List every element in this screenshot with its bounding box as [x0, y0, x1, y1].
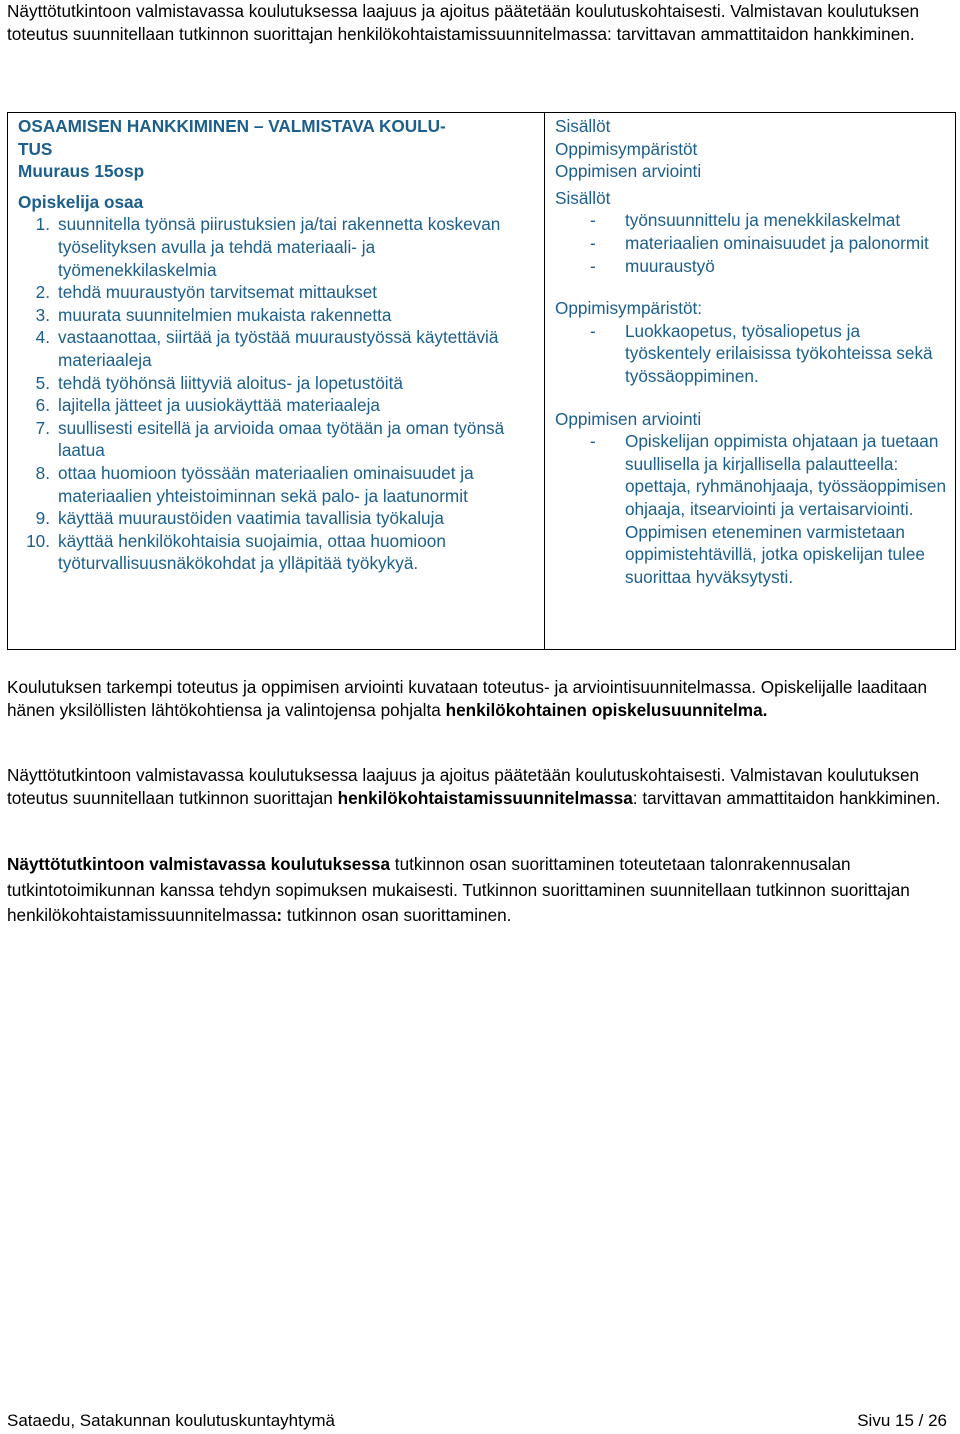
- goal-item: [18, 326, 536, 371]
- goal-number: 8.: [35, 462, 50, 483]
- environments-list: [555, 320, 947, 388]
- footer-page-number: Sivu 15 / 26: [857, 1411, 947, 1430]
- goal-item: [18, 304, 536, 327]
- section-title-line-1: OSAAMISEN HANKKIMINEN – VALMISTAVA KOULU-: [18, 116, 446, 136]
- section-subtitle: Muuraus 15osp: [18, 161, 145, 182]
- paragraph-completion-colon: :: [276, 905, 283, 925]
- paragraph-plan: [7, 676, 947, 721]
- bullet-dash: -: [590, 210, 596, 231]
- goal-item: [18, 213, 536, 281]
- goal-item: [18, 372, 536, 395]
- paragraph-completion-bold: Näyttötutkintoon valmistavassa koulutuksessa: [7, 854, 391, 874]
- student-heading: Opiskelija osaa: [18, 191, 144, 212]
- goal-text: suunnitella työnsä piirustuksien ja/tai rakennetta koskevan työselityksen avulla ja tehdä materiaali- ja työmenekkilaskelmia: [58, 214, 501, 280]
- assessment-list: [555, 430, 947, 588]
- paragraph-preparation: [7, 764, 947, 809]
- goal-number: 7.: [35, 417, 50, 438]
- goal-item: [18, 462, 536, 507]
- left-column: [8, 113, 545, 649]
- goal-number: 2.: [35, 282, 50, 303]
- goal-number: 9.: [35, 508, 50, 529]
- env-heading: Oppimisympäristöt:: [555, 298, 703, 319]
- goal-text: tehdä muuraustyön tarvitsemat mittaukset: [58, 282, 378, 303]
- goal-text: lajitella jätteet ja uusiokäyttää materiaaleja: [58, 395, 380, 416]
- goal-item: [18, 417, 536, 462]
- contents-heading: Sisällöt: [555, 187, 611, 208]
- bullet-dash: -: [590, 431, 596, 452]
- bullet-dash: -: [590, 255, 596, 276]
- content-table: [7, 112, 956, 650]
- goal-item: [18, 281, 536, 304]
- paragraph-plan-bold: henkilökohtainen opiskelusuunnitelma.: [445, 699, 768, 720]
- paragraph-completion-text: tutkinnon osan suorittaminen toteutetaan talonrakennusalan tutkintotoimikunnan kanssa tehdyn sopimuksen mukaisesti. Tutkinnon suorittaminen suunnitellaan tutkinnon suorittajan henkilökohtaistamissuunnitelmassa: [7, 854, 910, 925]
- paragraph-preparation-text: Näyttötutkintoon valmistavassa koulutuksessa laajuus ja ajoitus päätetään koulutuskohtaisesti. Valmistavan koulutuksen toteutus suunnitellaan tutkinnon suorittajan: [7, 765, 920, 808]
- paragraph-completion-end: tutkinnon osan suorittaminen.: [282, 905, 512, 925]
- goal-text: suullisesti esitellä ja arvioida omaa työtään ja oman työnsä laatua: [58, 417, 505, 461]
- assessment-item: [555, 430, 947, 588]
- environment-item-text: Luokkaopetus, työsaliopetus ja työskentely erilaisissa työkohteissa sekä työssäoppiminen.: [625, 320, 933, 386]
- goal-item: [18, 530, 536, 575]
- assessment-item-text: Opiskelijan oppimista ohjataan ja tuetaan suullisella ja kirjallisella palautteella: opettaja, ryhmänohjaaja, työssäoppimisen ohjaaja, itsearviointi ja vertaisarviointi. Oppimisen eteneminen varmistetaan oppimistehtävillä, jotka opiskelijan tulee suorittaa hyväksytysti.: [625, 431, 947, 587]
- footer-organization: Sataedu, Satakunnan koulutuskuntayhtymä: [7, 1411, 335, 1430]
- paragraph-preparation-bold: henkilökohtaistamissuunnitelmassa: [337, 787, 633, 808]
- contents-item-text: työnsuunnittelu ja menekkilaskelmat: [625, 210, 901, 231]
- goal-number: 10.: [26, 530, 50, 551]
- paragraph-preparation-end: : tarvittavan ammattitaidon hankkiminen.: [632, 787, 941, 808]
- goal-text: vastaanottaa, siirtää ja työstää muuraustyössä käytettäviä materiaaleja: [58, 327, 499, 370]
- right-headings: [555, 115, 947, 183]
- goal-number: 4.: [35, 327, 50, 348]
- heading-environments: Oppimisympäristöt: [555, 138, 698, 159]
- goal-text: käyttää henkilökohtaisia suojaimia, ottaa huomioon työturvallisuusnäkökohdat ja ylläpitää työkykyä.: [58, 530, 446, 574]
- goal-text: ottaa huomioon työssään materiaalien ominaisuudet ja materiaalien yhteistoiminnan sekä palo- ja laatunormit: [58, 462, 474, 506]
- assessment-heading: Oppimisen arviointi: [555, 408, 702, 429]
- goal-number: 1.: [35, 214, 50, 235]
- contents-item: [555, 209, 947, 232]
- right-column: [545, 113, 955, 649]
- section-title-line-2: TUS: [18, 138, 53, 159]
- environment-item: [555, 320, 947, 388]
- paragraph-plan-text: Koulutuksen tarkempi toteutus ja oppimisen arviointi kuvataan toteutus- ja arviointisuunnitelmassa. Opiskelijalle laaditaan hänen yksilöllisten lähtökohtiensa ja valintojensa pohjalta: [7, 677, 928, 720]
- heading-contents: Sisällöt: [555, 116, 611, 136]
- bullet-dash: -: [590, 232, 596, 253]
- goal-text: muurata suunnitelmien mukaista rakennetta: [58, 304, 392, 325]
- section-title: [18, 115, 536, 183]
- page-footer: [7, 1410, 947, 1433]
- goal-text: käyttää muuraustöiden vaatimia tavallisia työkaluja: [58, 508, 444, 529]
- goal-text: tehdä työhönsä liittyviä aloitus- ja lopetustöitä: [58, 372, 403, 393]
- goal-number: 5.: [35, 372, 50, 393]
- goals-list: [18, 213, 536, 575]
- paragraph-completion: [7, 852, 947, 929]
- goal-item: [18, 394, 536, 417]
- goal-item: [18, 507, 536, 530]
- contents-list: [555, 209, 947, 277]
- heading-assessment: Oppimisen arviointi: [555, 161, 702, 182]
- bullet-dash: -: [590, 320, 596, 341]
- contents-item-text: materiaalien ominaisuudet ja palonormit: [625, 232, 929, 253]
- contents-item: [555, 255, 947, 278]
- goal-number: 6.: [35, 395, 50, 416]
- goal-number: 3.: [35, 304, 50, 325]
- intro-paragraph: Näyttötutkintoon valmistavassa koulutuksessa laajuus ja ajoitus päätetään koulutuskohtaisesti. Valmistavan koulutuksen toteutus suunnitellaan tutkinnon suorittajan henkilökohtaistamissuunnitelmassa: tarvittavan ammattitaidon hankkiminen.: [7, 1, 920, 44]
- contents-item: [555, 232, 947, 255]
- contents-item-text: muuraustyö: [625, 255, 715, 276]
